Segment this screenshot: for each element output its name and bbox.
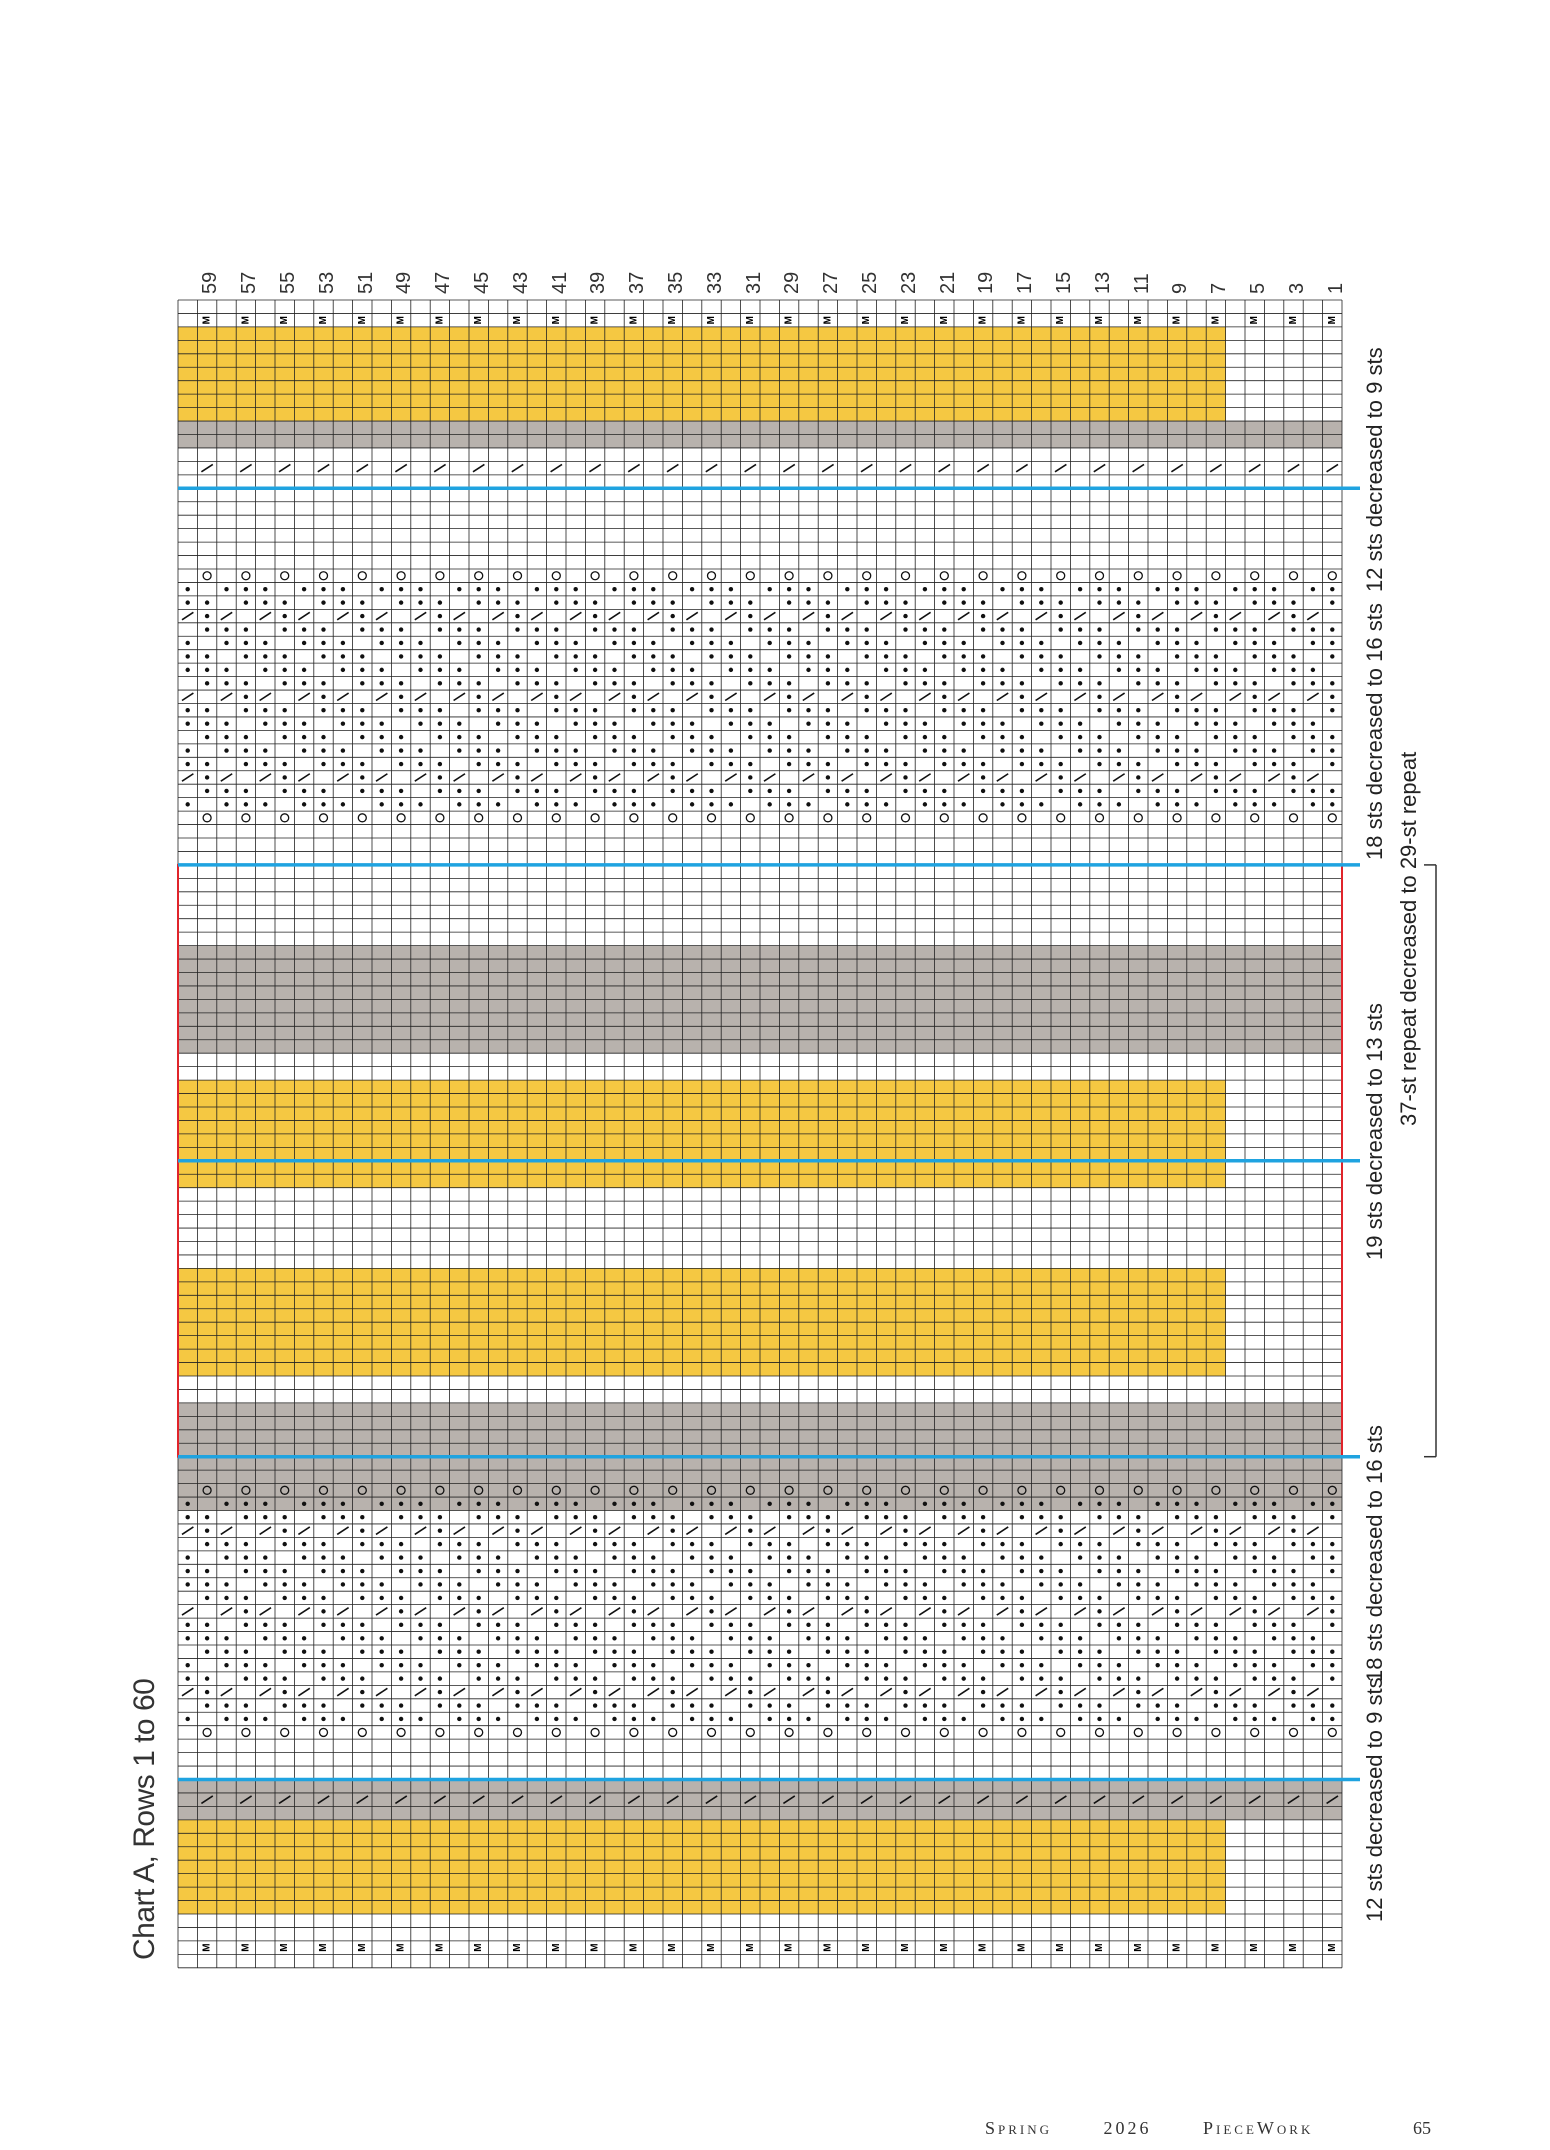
page-number: 65: [1413, 2118, 1431, 2138]
svg-text:M: M: [706, 316, 717, 325]
svg-text:M: M: [1288, 316, 1299, 325]
row-number: 33: [703, 271, 726, 294]
svg-text:M: M: [473, 1943, 485, 1952]
row-number: 55: [277, 271, 299, 294]
svg-text:M: M: [861, 1943, 873, 1952]
grid: [178, 300, 1342, 1968]
svg-text:M: M: [240, 316, 252, 325]
row-number: 39: [587, 271, 610, 294]
row-number: 37: [626, 271, 649, 294]
row-number: 11: [1130, 273, 1153, 294]
svg-text:M: M: [356, 1943, 368, 1952]
svg-text:M: M: [318, 316, 329, 325]
svg-text:M: M: [279, 316, 291, 325]
svg-text:M: M: [395, 316, 407, 325]
svg-text:M: M: [1210, 316, 1222, 325]
row-number: 31: [742, 271, 765, 294]
svg-text:M: M: [822, 1943, 834, 1952]
svg-text:M: M: [628, 316, 640, 325]
svg-text:M: M: [1094, 1943, 1105, 1952]
svg-text:M: M: [744, 1943, 756, 1952]
row-number: 5: [1247, 282, 1269, 294]
row-number: 21: [936, 271, 959, 294]
row-number: 29: [781, 271, 804, 294]
row-number: 1: [1324, 282, 1347, 294]
svg-text:M: M: [318, 1943, 329, 1952]
segment-label-1: 12 sts decreased to 9 sts: [1362, 1677, 1387, 1922]
svg-text:M: M: [1016, 316, 1028, 325]
svg-text:M: M: [512, 1943, 523, 1952]
footer-year: 2026: [1103, 2118, 1152, 2138]
svg-text:M: M: [279, 1943, 291, 1952]
row-number: 7: [1208, 282, 1231, 294]
svg-text:M: M: [1288, 1943, 1299, 1952]
segment-label-3: 19 sts decreased to 13 sts: [1362, 1003, 1387, 1260]
row-number: 47: [432, 271, 455, 294]
svg-text:M: M: [1326, 316, 1338, 325]
svg-text:M: M: [434, 316, 446, 325]
row-number: 57: [238, 271, 261, 294]
row-number: 41: [548, 271, 571, 294]
footer-season: Spring: [985, 2118, 1053, 2138]
svg-text:M: M: [1055, 316, 1067, 325]
svg-text:M: M: [240, 1943, 252, 1952]
row-number: 53: [315, 271, 338, 294]
svg-text:M: M: [938, 1943, 950, 1952]
svg-text:M: M: [1094, 316, 1105, 325]
segment-label-4: 18 sts decreased to 16 sts: [1362, 603, 1387, 860]
svg-text:M: M: [706, 1943, 717, 1952]
segment-label-5: 12 sts decreased to 9 sts: [1362, 347, 1387, 592]
row-number: 25: [859, 271, 881, 294]
row-number: 51: [354, 271, 377, 294]
svg-text:M: M: [512, 316, 523, 325]
svg-text:M: M: [1132, 1943, 1144, 1952]
row-number: 49: [393, 271, 416, 294]
row-number: 15: [1053, 271, 1075, 294]
row-number: 17: [1014, 271, 1037, 294]
running-footer: [985, 2118, 1357, 2139]
svg-text:M: M: [1171, 316, 1183, 325]
svg-text:M: M: [356, 316, 368, 325]
svg-text:M: M: [1132, 316, 1144, 325]
svg-text:M: M: [977, 316, 989, 325]
svg-text:M: M: [783, 316, 795, 325]
svg-text:M: M: [1249, 1943, 1261, 1952]
svg-text:M: M: [201, 316, 213, 325]
row-number: 43: [509, 271, 532, 294]
svg-text:M: M: [550, 1943, 562, 1952]
svg-text:M: M: [550, 316, 562, 325]
svg-text:M: M: [473, 316, 485, 325]
row-number: 3: [1285, 282, 1308, 294]
row-number: 9: [1169, 282, 1192, 294]
segment-label-2: 18 sts decreased to 16 sts: [1362, 1425, 1387, 1682]
svg-text:M: M: [628, 1943, 640, 1952]
svg-text:M: M: [395, 1943, 407, 1952]
row-number: 27: [820, 271, 843, 294]
svg-text:M: M: [977, 1943, 989, 1952]
svg-text:M: M: [589, 316, 601, 325]
row-number: 13: [1091, 271, 1114, 294]
footer-magazine: PieceWork: [1203, 2118, 1314, 2138]
svg-text:M: M: [1249, 316, 1261, 325]
row-number: 45: [471, 271, 493, 294]
svg-text:M: M: [861, 316, 873, 325]
svg-text:M: M: [900, 1943, 911, 1952]
svg-text:M: M: [1055, 1943, 1067, 1952]
chart-title: Chart A, Rows 1 to 60: [128, 1678, 161, 1960]
svg-text:M: M: [900, 316, 911, 325]
svg-text:M: M: [1326, 1943, 1338, 1952]
svg-text:M: M: [822, 316, 834, 325]
svg-text:M: M: [434, 1943, 446, 1952]
row-number: 23: [897, 271, 920, 294]
svg-text:M: M: [1210, 1943, 1222, 1952]
row-number: 59: [199, 271, 222, 294]
svg-text:M: M: [744, 316, 756, 325]
repeat-label: 37-st repeat decreased to 29-st repeat: [1396, 751, 1421, 1126]
svg-text:M: M: [667, 1943, 679, 1952]
row-number: 35: [665, 271, 687, 294]
svg-text:M: M: [589, 1943, 601, 1952]
svg-text:M: M: [783, 1943, 795, 1952]
svg-text:M: M: [938, 316, 950, 325]
svg-text:M: M: [201, 1943, 213, 1952]
svg-text:M: M: [667, 316, 679, 325]
svg-text:M: M: [1171, 1943, 1183, 1952]
row-number: 19: [975, 271, 998, 294]
svg-text:M: M: [1016, 1943, 1028, 1952]
